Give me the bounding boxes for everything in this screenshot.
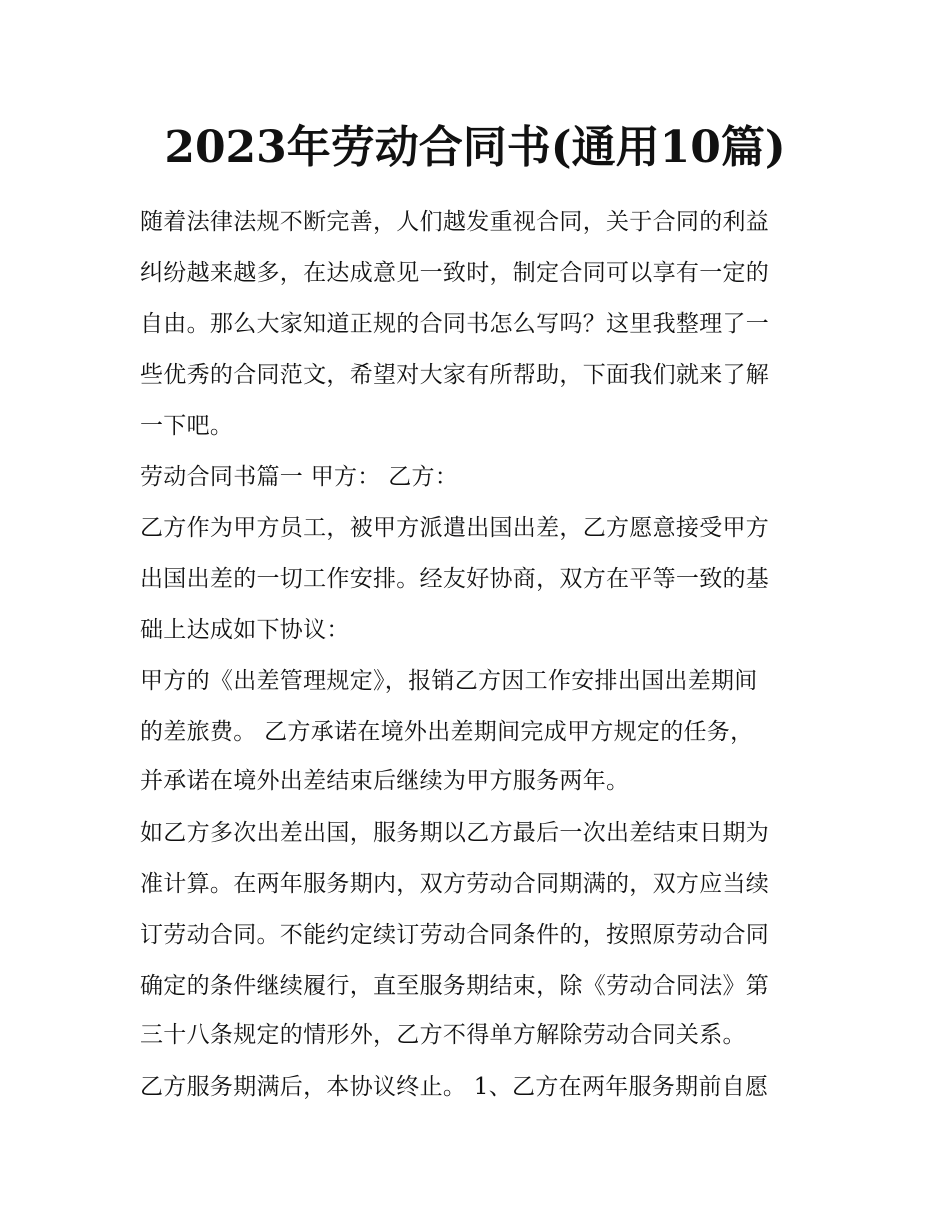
paragraph-line: 甲方的《出差管理规定》，报销乙方因工作安排出国出差期间	[140, 668, 758, 694]
section-heading-line: 劳动合同书篇一 甲方： 乙方：	[140, 464, 459, 490]
paragraph-line: 随着法律法规不断完善，人们越发重视合同，关于合同的利益	[140, 209, 770, 235]
paragraph-line: 并承诺在境外出差结束后继续为甲方服务两年。	[140, 768, 630, 794]
paragraph-line: 些优秀的合同范文，希望对大家有所帮助，下面我们就来了解	[140, 362, 770, 388]
document-title: 2023年劳动合同书(通用10篇)	[164, 122, 786, 173]
paragraph-line: 确定的条件继续履行，直至服务期结束，除《劳动合同法》第	[140, 973, 770, 999]
paragraph-line: 一下吧。	[140, 413, 234, 439]
paragraph-line: 乙方作为甲方员工，被甲方派遣出国出差，乙方愿意接受甲方	[140, 515, 770, 541]
paragraph-line: 纠纷越来越多，在达成意见一致时，制定合同可以享有一定的	[140, 260, 770, 286]
paragraph-line: 乙方服务期满后，本协议终止。 1、乙方在两年服务期前自愿	[140, 1074, 769, 1100]
paragraph-line: 的差旅费。 乙方承诺在境外出差期间完成甲方规定的任务，	[140, 719, 754, 745]
paragraph-line: 如乙方多次出差出国，服务期以乙方最后一次出差结束日期为	[140, 820, 770, 846]
paragraph-line: 准计算。在两年服务期内，双方劳动合同期满的，双方应当续	[140, 871, 770, 897]
paragraph-line: 订劳动合同。不能约定续订劳动合同条件的，按照原劳动合同	[140, 922, 770, 948]
paragraph-line: 三十八条规定的情形外，乙方不得单方解除劳动合同关系。	[140, 1022, 746, 1048]
paragraph-line: 自由。那么大家知道正规的合同书怎么写吗？这里我整理了一	[140, 311, 770, 337]
paragraph-line: 础上达成如下协议：	[140, 617, 350, 643]
paragraph-line: 出国出差的一切工作安排。经友好协商，双方在平等一致的基	[140, 566, 770, 592]
